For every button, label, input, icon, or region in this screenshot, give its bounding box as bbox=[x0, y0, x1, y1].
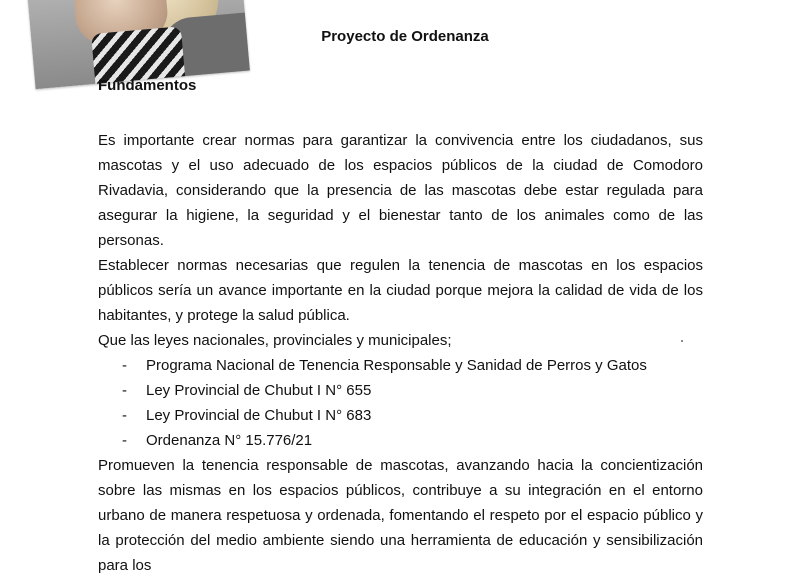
paragraph-1: Es importante crear normas para garantizar la convivencia entre los ciudadanos, sus mascotas y el uso adecuado de los espacios públicos de la ciudad de Comodoro Rivadavia, considerando que la presencia de las mascotas debe estar regulada para asegurar la higiene, la seguridad y el bienestar tanto de los animales como de las personas. bbox=[98, 132, 703, 249]
list-dash: - bbox=[122, 357, 127, 374]
document-body bbox=[98, 128, 703, 578]
stray-mark bbox=[681, 340, 683, 342]
laws-list bbox=[98, 353, 703, 453]
list-dash: - bbox=[122, 432, 127, 449]
section-heading: Fundamentos bbox=[98, 77, 197, 94]
law-item-text: Programa Nacional de Tenencia Responsable y Sanidad de Perros y Gatos bbox=[146, 357, 647, 374]
law-item-text: Ley Provincial de Chubut I N° 655 bbox=[146, 382, 372, 399]
paragraph-2: Establecer normas necesarias que regulen la tenencia de mascotas en los espacios públicos sería un avance importante en la ciudad porque mejora la calidad de vida de los habitantes, y protege la salud pública. bbox=[98, 257, 703, 324]
list-dash: - bbox=[122, 382, 127, 399]
law-item-text: Ley Provincial de Chubut I N° 683 bbox=[146, 407, 372, 424]
document-title: Proyecto de Ordenanza bbox=[321, 28, 489, 45]
list-item bbox=[98, 378, 703, 403]
list-item bbox=[98, 353, 703, 378]
law-item-text: Ordenanza N° 15.776/21 bbox=[146, 432, 313, 449]
list-dash: - bbox=[122, 407, 127, 424]
list-item bbox=[98, 428, 703, 453]
paragraph-3: Que las leyes nacionales, provinciales y municipales; bbox=[98, 332, 452, 349]
closing-paragraph: Promueven la tenencia responsable de mascotas, avanzando hacia la concientización sobre las mismas en los espacios públicos, contribuye a su integración en el entorno urbano de manera respetuosa y ordenada, fomentando el respeto por el espacio público y la protección del medio ambiente siendo una herramienta de educación y sensibilización para los bbox=[98, 457, 703, 574]
list-item bbox=[98, 403, 703, 428]
